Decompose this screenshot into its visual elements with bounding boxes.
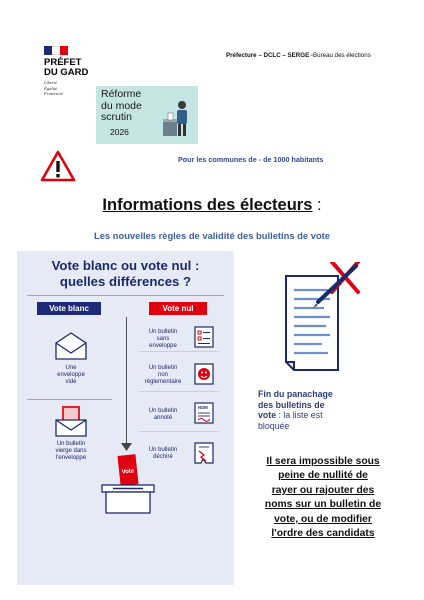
nullity-warning: Il sera impossible sous peine de nullité de rayer ou rajouter des noms sur un bulletin de vote, ou de modifier l'ordre des candidats [264, 456, 382, 540]
crossed-list-document-icon [280, 262, 362, 382]
motto: Liberté Égalité Fraternité [44, 80, 63, 97]
annotated-ballot-icon [194, 402, 214, 424]
center-arrow-line [126, 317, 127, 445]
voting-person-icon [162, 99, 192, 139]
divider [27, 399, 112, 400]
infographic-title: Vote blanc ou vote nul : quelles différences ? [51, 258, 200, 289]
annotated-word: NOM [198, 405, 208, 410]
communes-note: Pour les communes de - de 1000 habitants [178, 155, 324, 164]
divider [139, 391, 219, 392]
nul-item-2-caption: Un bulletin non réglementaire [144, 365, 182, 385]
ballot-no-envelope-icon [194, 326, 214, 348]
french-flag-icon [44, 46, 68, 55]
empty-envelope-icon [54, 331, 88, 361]
page-subtitle: Les nouvelles règles de validité des bulletins de vote [93, 230, 331, 241]
nul-item-3-caption: Un bulletin annoté [148, 408, 178, 421]
vote-nul-label: Vote nul [149, 302, 207, 315]
warning-icon [40, 150, 76, 182]
torn-ballot-icon [194, 442, 214, 464]
non-regulatory-ballot-icon [194, 363, 214, 385]
blanc-item-1-caption: Une enveloppe vide [57, 365, 85, 385]
vote-infographic [17, 251, 234, 585]
arrow-down-icon [121, 443, 132, 451]
ballot-box-icon [99, 451, 157, 515]
nul-item-4-caption: Un bulletin déchiré [148, 447, 178, 460]
divider [139, 431, 219, 432]
reforme-line-2: du mode [101, 99, 142, 112]
blanc-item-2-caption: Un bulletin vierge dans l'enveloppe [55, 441, 87, 461]
vote-blanc-label: Vote blanc [37, 302, 101, 315]
reforme-year: 2026 [110, 126, 129, 137]
reforme-line-3: scrutin [101, 111, 132, 123]
reforme-banner [96, 86, 198, 144]
panachage-note: Fin du panachage des bulletins de vote : la liste est bloquée [258, 389, 333, 431]
page-title: Informations des électeurs : [102, 196, 322, 214]
office-header: Préfecture – DCLC – SERGE -Bureau des élections [226, 52, 371, 59]
divider [27, 295, 224, 296]
blank-ballot-envelope-icon [54, 404, 88, 438]
reforme-line-1: Réforme [101, 88, 142, 100]
divider [139, 351, 219, 352]
prefet-name: PRÉFET DU GARD [44, 57, 89, 78]
nul-item-1-caption: Un bulletin sans enveloppe [148, 329, 178, 349]
ballot-vote-text: Vote [121, 468, 135, 476]
